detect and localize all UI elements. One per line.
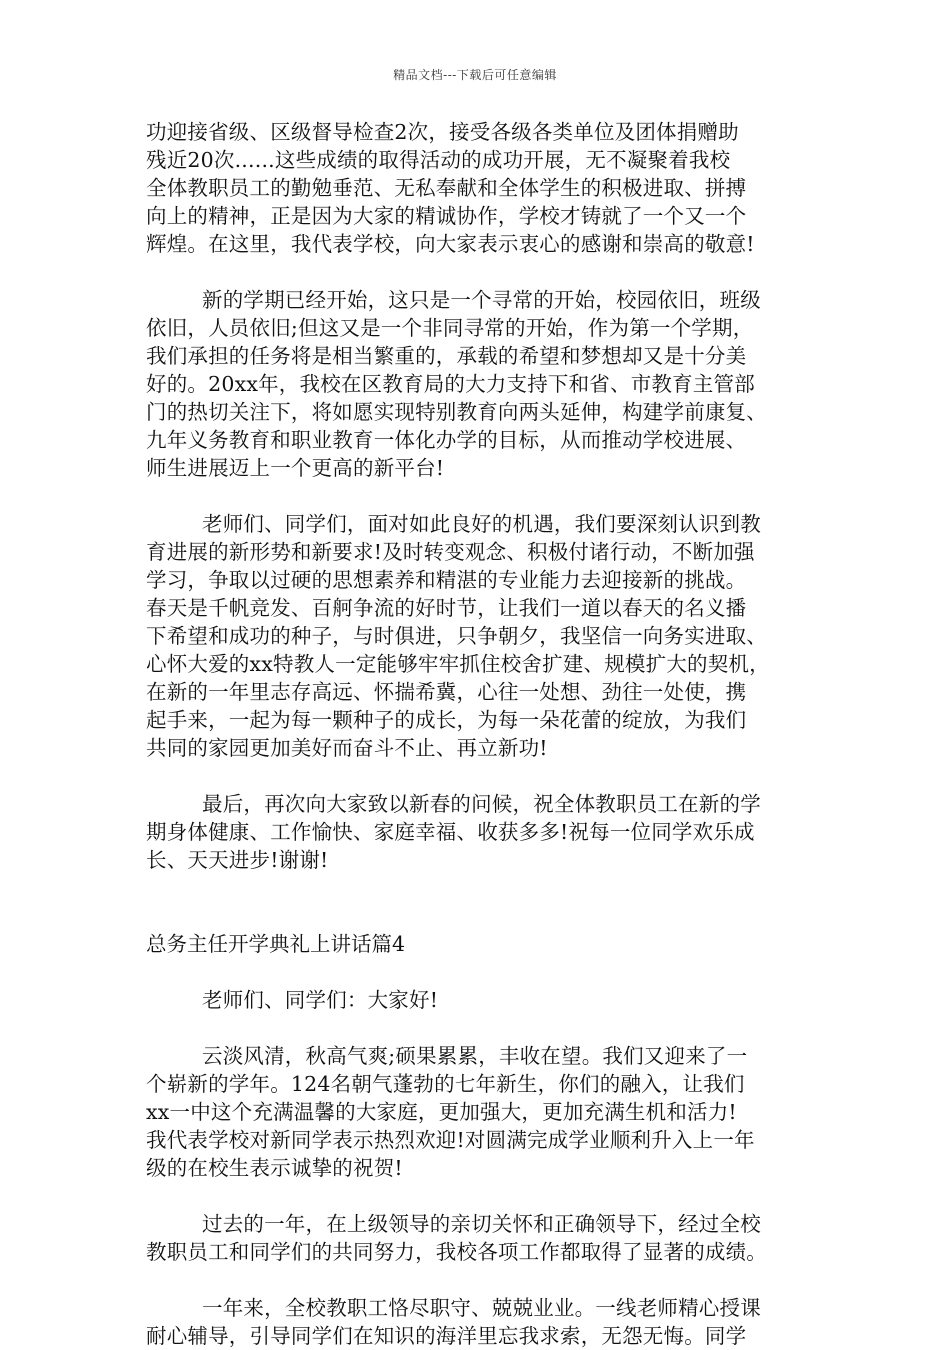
text-line: xx一中这个充满温馨的大家庭，更加强大，更加充满生机和活力! <box>146 1100 737 1124</box>
text-line: 一年来，全校教职工恪尽职守、兢兢业业。一线老师精心授课 <box>202 1296 761 1320</box>
paragraph-6 <box>146 1210 814 1266</box>
text-line: 云淡风清，秋高气爽;硕果累累，丰收在望。我们又迎来了一 <box>202 1044 748 1068</box>
text-line: 全体教职员工的勤勉垂范、无私奉献和全体学生的积极进取、拼搏 <box>146 176 747 200</box>
paragraph-4 <box>146 790 814 874</box>
text-line: 春天是千帆竞发、百舸争流的好时节，让我们一道以春天的名义播 <box>146 596 747 620</box>
document-body <box>146 118 814 1350</box>
text-line: 期身体健康、工作愉快、家庭幸福、收获多多!祝每一位同学欢乐成 <box>146 820 755 844</box>
text-line: 九年义务教育和职业教育一体化办学的目标，从而推动学校进展、 <box>146 428 747 452</box>
paragraph-2 <box>146 286 814 482</box>
text-line: 过去的一年，在上级领导的亲切关怀和正确领导下，经过全校 <box>202 1212 761 1236</box>
section-title: 总务主任开学典礼上讲话篇4 <box>146 932 406 956</box>
text-line: 个崭新的学年。124名朝气蓬勃的七年新生，你们的融入，让我们 <box>146 1072 745 1096</box>
text-line: 在新的一年里志存高远、怀揣希冀，心往一处想、劲往一处使，携 <box>146 680 747 704</box>
text-line: 我代表学校对新同学表示热烈欢迎!对圆满完成学业顺利升入上一年 <box>146 1128 755 1152</box>
text-line: 新的学期已经开始，这只是一个寻常的开始，校园依旧，班级 <box>202 288 761 312</box>
paragraph-1 <box>146 118 814 258</box>
text-line: 起手来，一起为每一颗种子的成长，为每一朵花蕾的绽放，为我们 <box>146 708 747 732</box>
text-line: 我们承担的任务将是相当繁重的，承载的希望和梦想却又是十分美 <box>146 344 747 368</box>
text-line: 长、天天进步!谢谢! <box>146 848 329 872</box>
text-line: 级的在校生表示诚挚的祝贺! <box>146 1156 403 1180</box>
text-line: 功迎接省级、区级督导检查2次，接受各级各类单位及团体捐赠助 <box>146 120 739 144</box>
text-line: 辉煌。在这里，我代表学校，向大家表示衷心的感谢和崇高的敬意! <box>146 232 755 256</box>
text-line: 下希望和成功的种子，与时俱进，只争朝夕，我坚信一向务实进取、 <box>146 624 767 648</box>
text-line: 师生进展迈上一个更高的新平台! <box>146 456 445 480</box>
text-line: 学习，争取以过硬的思想素养和精湛的专业能力去迎接新的挑战。 <box>146 568 747 592</box>
text-line: 残近20次......这些成绩的取得活动的成功开展，无不凝聚着我校 <box>146 148 731 172</box>
text-line: 教职员工和同学们的共同努力，我校各项工作都取得了显著的成绩。 <box>146 1240 767 1264</box>
text-line: 老师们、同学们，面对如此良好的机遇，我们要深刻认识到教 <box>202 512 761 536</box>
text-line: 最后，再次向大家致以新春的问候，祝全体教职员工在新的学 <box>202 792 761 816</box>
text-line: 心怀大爱的xx特教人一定能够牢牢抓住校舍扩建、规模扩大的契机， <box>146 652 770 676</box>
text-line: 好的。20xx年，我校在区教育局的大力支持下和省、市教育主管部 <box>146 372 755 396</box>
paragraph-7 <box>146 1294 814 1350</box>
text-line: 依旧，人员依旧;但这又是一个非同寻常的开始，作为第一个学期， <box>146 316 754 340</box>
paragraph-3 <box>146 510 814 762</box>
page-header: 精品文档---下载后可任意编辑 <box>393 68 557 82</box>
text-line: 共同的家园更加美好而奋斗不止、再立新功! <box>146 736 548 760</box>
greeting: 老师们、同学们：大家好! <box>202 988 439 1012</box>
text-line: 耐心辅导，引导同学们在知识的海洋里忘我求索，无怨无悔。同学 <box>146 1324 747 1348</box>
text-line: 育进展的新形势和新要求!及时转变观念、积极付诸行动，不断加强 <box>146 540 755 564</box>
paragraph-5 <box>146 1042 814 1182</box>
text-line: 向上的精神，正是因为大家的精诚协作，学校才铸就了一个又一个 <box>146 204 747 228</box>
text-line: 门的热切关注下，将如愿实现特别教育向两头延伸，构建学前康复、 <box>146 400 767 424</box>
